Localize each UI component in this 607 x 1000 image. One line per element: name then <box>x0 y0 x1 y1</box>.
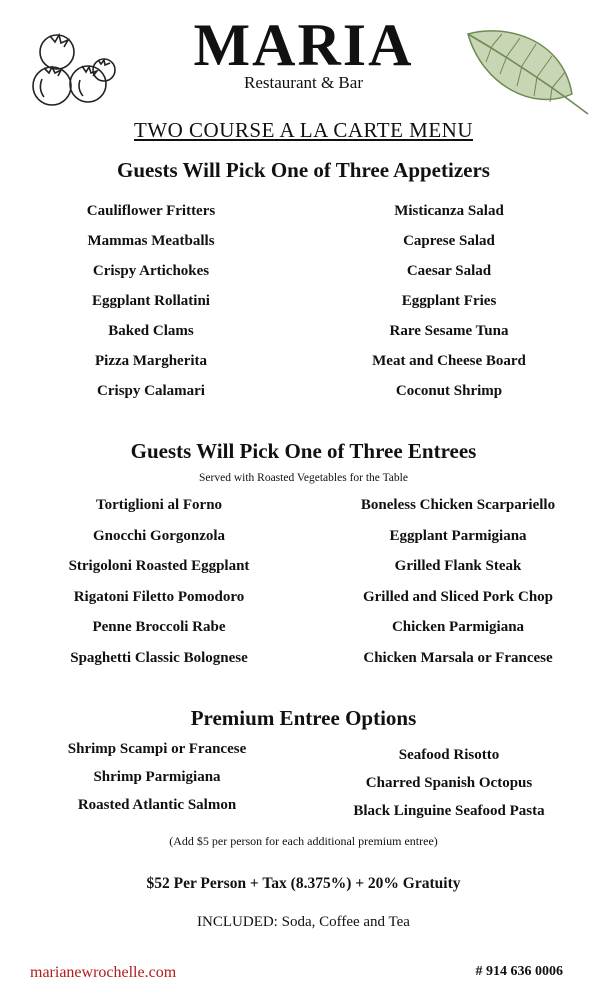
appetizer-item: Baked Clams <box>108 323 194 339</box>
appetizers-left-column <box>6 196 296 406</box>
pricing-line: $52 Per Person + Tax (8.375%) + 20% Gratuity <box>146 875 461 892</box>
appetizer-item: Eggplant Fries <box>401 293 497 309</box>
entree-item: Boneless Chicken Scarpariello <box>360 497 556 513</box>
entree-item: Eggplant Parmigiana <box>389 527 527 544</box>
entree-item: Spaghetti Classic Bolognese <box>70 649 248 666</box>
appetizer-item: Crispy Artichokes <box>92 263 210 279</box>
premium-item: Charred Spanish Octopus <box>365 775 533 791</box>
premium-left-column <box>12 735 302 819</box>
menu-title: TWO COURSE A LA CARTE MENU <box>133 118 473 142</box>
appetizers-right-column <box>304 196 594 406</box>
appetizer-item: Misticanza Salad <box>394 203 504 219</box>
restaurant-name: MARIA <box>193 12 414 78</box>
appetizer-item: Cauliflower Fritters <box>86 203 216 219</box>
premium-item: Roasted Atlantic Salmon <box>77 797 237 813</box>
premium-item: Shrimp Parmigiana <box>93 769 221 785</box>
entree-item: Rigatoni Filetto Pomodoro <box>73 588 245 605</box>
appetizer-item: Meat and Cheese Board <box>372 353 526 369</box>
entrees-right-column <box>313 490 603 673</box>
premium-item: Seafood Risotto <box>398 747 500 763</box>
entree-item: Chicken Marsala or Francese <box>363 649 553 666</box>
entree-item: Tortiglioni al Forno <box>95 497 223 513</box>
appetizer-item: Mammas Meatballs <box>87 233 215 249</box>
premium-note: (Add $5 per person for each additional premium entree) <box>169 834 438 848</box>
premium-item: Shrimp Scampi or Francese <box>67 741 247 757</box>
appetizer-item: Caesar Salad <box>406 263 492 279</box>
entree-item: Penne Broccoli Rabe <box>92 619 226 635</box>
included-line: INCLUDED: Soda, Coffee and Tea <box>197 914 410 930</box>
premium-heading: Premium Entree Options <box>190 706 417 730</box>
entree-item: Strigoloni Roasted Eggplant <box>68 558 250 574</box>
premium-item: Black Linguine Seafood Pasta <box>353 803 545 819</box>
entrees-left-column <box>14 490 304 673</box>
appetizer-item: Pizza Margherita <box>94 353 208 369</box>
appetizer-item: Caprese Salad <box>403 233 495 249</box>
appetizers-heading: Guests Will Pick One of Three Appetizers <box>117 158 490 182</box>
restaurant-subtitle: Restaurant & Bar <box>244 73 363 92</box>
appetizer-item: Eggplant Rollatini <box>92 293 210 309</box>
phone-number: # 914 636 0006 <box>475 964 563 979</box>
entree-item: Chicken Parmigiana <box>391 619 525 635</box>
premium-right-column <box>304 741 594 825</box>
appetizer-item: Crispy Calamari <box>97 383 205 399</box>
entrees-note: Served with Roasted Vegetables for the Table <box>199 472 408 484</box>
website-link[interactable]: marianewrochelle.com <box>30 964 177 981</box>
entree-item: Grilled Flank Steak <box>394 558 522 574</box>
entree-item: Gnocchi Gorgonzola <box>92 527 226 544</box>
entree-item: Grilled and Sliced Pork Chop <box>362 588 554 605</box>
entrees-heading: Guests Will Pick One of Three Entrees <box>130 439 477 463</box>
appetizer-item: Rare Sesame Tuna <box>389 323 509 339</box>
appetizer-item: Coconut Shrimp <box>395 383 503 399</box>
